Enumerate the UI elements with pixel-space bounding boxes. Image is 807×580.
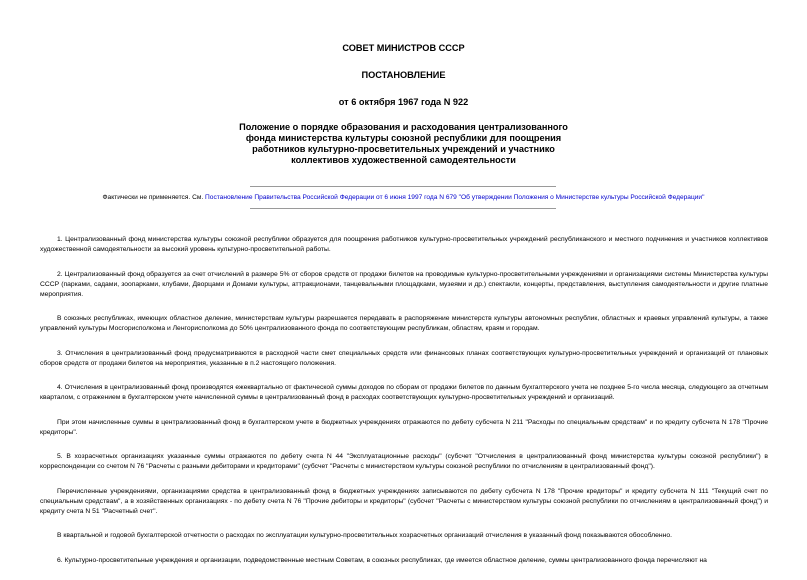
document-type: ПОСТАНОВЛЕНИЕ [361,70,446,80]
status-note [0,193,807,202]
paragraph: Перечисленные учреждениями, организациями средства в централизованный фонд в бюджетных учреждениях записываются по дебету субсчета N 178 "Прочие кредиторы" и кредиту субсчета N 111 "Текущий счет по специальным средствам", а в хозяйственных организациях - по дебету счета N 76 "Прочие дебиторы и кредиторы" (субсчет "Расчеты с министерством культуры союзной республики по отчислениям в централизованный фонд") и кредиту счета N 51 "Расчетный счет". [40,487,768,515]
title-line: фонда министерства культуры союзной республики для поощрения [245,133,562,143]
status-note-text: Фактически не применяется. См. [102,194,206,201]
title-line: работников культурно-просветительных учреждений и участнико [252,144,555,154]
paragraph: 4. Отчисления в централизованный фонд производятся ежеквартально от фактической суммы доходов по сборам от продажи билетов по данным бухгалтерского учета не позднее 5-го числа месяца, следующего за отчетным кварталом, с отражением в бухгалтерском учете начисленной суммы в централизованный фонд в расходах соответствующих культурно-просветительных учреждений и организаций. [40,384,768,401]
paragraph: 6. Культурно-просветительные учреждения и организации, подведомственные местным Советам, в союзных республиках, где имеется областное деление, суммы централизованного фонда перечисляют на [57,556,707,564]
paragraph: При этом начисленные суммы в централизованный фонд в бухгалтерском учете в бюджетных учреждениях отражаются по дебету субсчета N 211 "Расходы по специальным средствам" и по кредиту субсчета N 178 "Прочие кредиторы". [40,418,768,436]
paragraph: 2. Централизованный фонд образуется за счет отчислений в размере 5% от сборов средств от продажи билетов на проводимые культурно-просветительными учреждениями и организациями системы Министерства культуры СССР (парками, садами, зоопарками, клубами, Дворцами и Домами культуры, аттракционами, танцевальными площадками, музеями и др.) спектакли, концерты, представления, выступления самодеятельности и другие платные мероприятия. [40,270,768,298]
related-document-link[interactable]: Постановление Правительства Российской Федерации от 6 июня 1997 года N 679 "Об утверждении Положения о Министерстве культуры Российской Федерации" [205,194,705,201]
paragraph: 3. Отчисления в централизованный фонд предусматриваются в расходной части смет специальных средств или финансовых планах соответствующих культурно-просветительных учреждений и организаций от плановых сборов средств от продажи билетов на мероприятия, указанные в п.2 настоящего положения. [40,349,768,367]
title-line: Положение о порядке образования и расходования централизованного [239,122,568,132]
paragraph: В квартальной и годовой бухгалтерской отчетности о расходах по эксплуатации культурно-просветительных хозрасчетных организаций отчисления в указанный фонд показываются обособленно. [57,532,672,539]
paragraph: В союзных республиках, имеющих областное деление, министерствам культуры разрешается передавать в распоряжение министерств культуры автономных республик, областных и краевых управлений культуры, а также управлений культуры Мосгорисполкома и Ленгорисполкома до 50% централизованного фонда по соответствующим республикам, областям, краям и городам. [40,315,768,332]
document-date-number: от 6 октября 1967 года N 922 [338,97,469,107]
divider-top [250,186,556,187]
issuing-body: СОВЕТ МИНИСТРОВ СССР [342,43,465,53]
title-line: коллективов художественной самодеятельности [291,155,516,165]
document-body [40,235,768,580]
paragraph: 5. В хозрасчетных организациях указанные суммы отражаются по дебету счета N 44 "Эксплуатационные расходы" (субсчет "Отчисления в централизованный фонд министерства культуры союзной республики") в корреспонденции со счетом N 76 "Расчеты с разными дебиторами и кредиторами" (субсчет "Расчеты с министерством культуры союзной республики по отчислениям в централизованный фонд"). [40,453,768,470]
divider-bottom [250,208,556,209]
document-title [0,122,807,166]
paragraph: 1. Централизованный фонд министерства культуры союзной республики образуется для поощрения работников культурно-просветительных учреждений республиканского и местного подчинения и участников коллективов художественной самодеятельности за высокий уровень культурно-просветительной работы. [40,236,768,253]
